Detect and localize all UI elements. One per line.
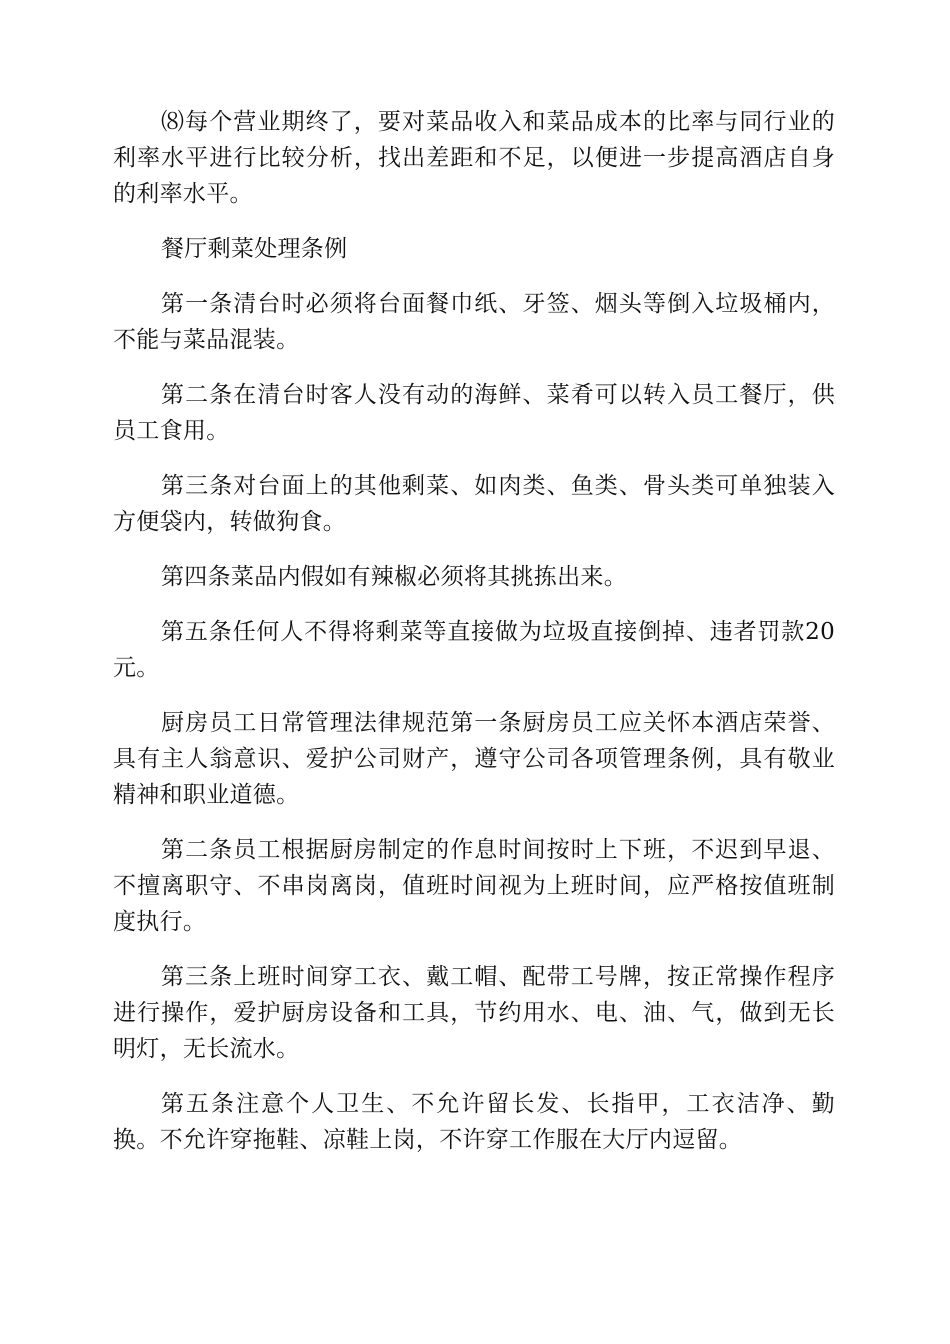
paragraph-rule-2: 第二条在清台时客人没有动的海鲜、菜肴可以转入员工餐厅，供员工食用。 [113,382,835,444]
paragraph-kitchen-rule-5: 第五条注意个人卫生、不允许留长发、长指甲，工衣洁净、勤换。不允许穿拖鞋、凉鞋上岗，不许穿工作服在大厅内逗留。 [113,1091,835,1153]
paragraph-rule-5: 第五条任何人不得将剩菜等直接做为垃圾直接倒掉、违者罚款20元。 [113,619,835,681]
paragraph-rule-1: 第一条清台时必须将台面餐巾纸、牙签、烟头等倒入垃圾桶内，不能与菜品混装。 [113,291,835,353]
paragraph-kitchen-rule-3: 第三条上班时间穿工衣、戴工帽、配带工号牌，按正常操作程序进行操作，爱护厨房设备和工具，节约用水、电、油、气，做到无长明灯，无长流水。 [113,964,835,1062]
paragraph-rule-3: 第三条对台面上的其他剩菜、如肉类、鱼类、骨头类可单独装入方便袋内，转做狗食。 [113,473,835,535]
paragraph-kitchen-rule-1: 厨房员工日常管理法律规范第一条厨房员工应关怀本酒店荣誉、具有主人翁意识、爱护公司财产，遵守公司各项管理条例，具有敬业精神和职业道德。 [113,710,835,808]
document-body [113,104,835,1177]
paragraph-rule-4: 第四条菜品内假如有辣椒必须将其挑拣出来。 [161,564,627,590]
section-heading-leftover-rules: 餐厅剩菜处理条例 [161,236,348,262]
paragraph-kitchen-rule-2: 第二条员工根据厨房制定的作息时间按时上下班，不迟到早退、不擅离职守、不串岗离岗，值班时间视为上班时间，应严格按值班制度执行。 [113,837,835,935]
paragraph-profit-analysis: ⑻每个营业期终了，要对菜品收入和菜品成本的比率与同行业的利率水平进行比较分析，找出差距和不足，以便进一步提高酒店自身的利率水平。 [113,109,835,207]
